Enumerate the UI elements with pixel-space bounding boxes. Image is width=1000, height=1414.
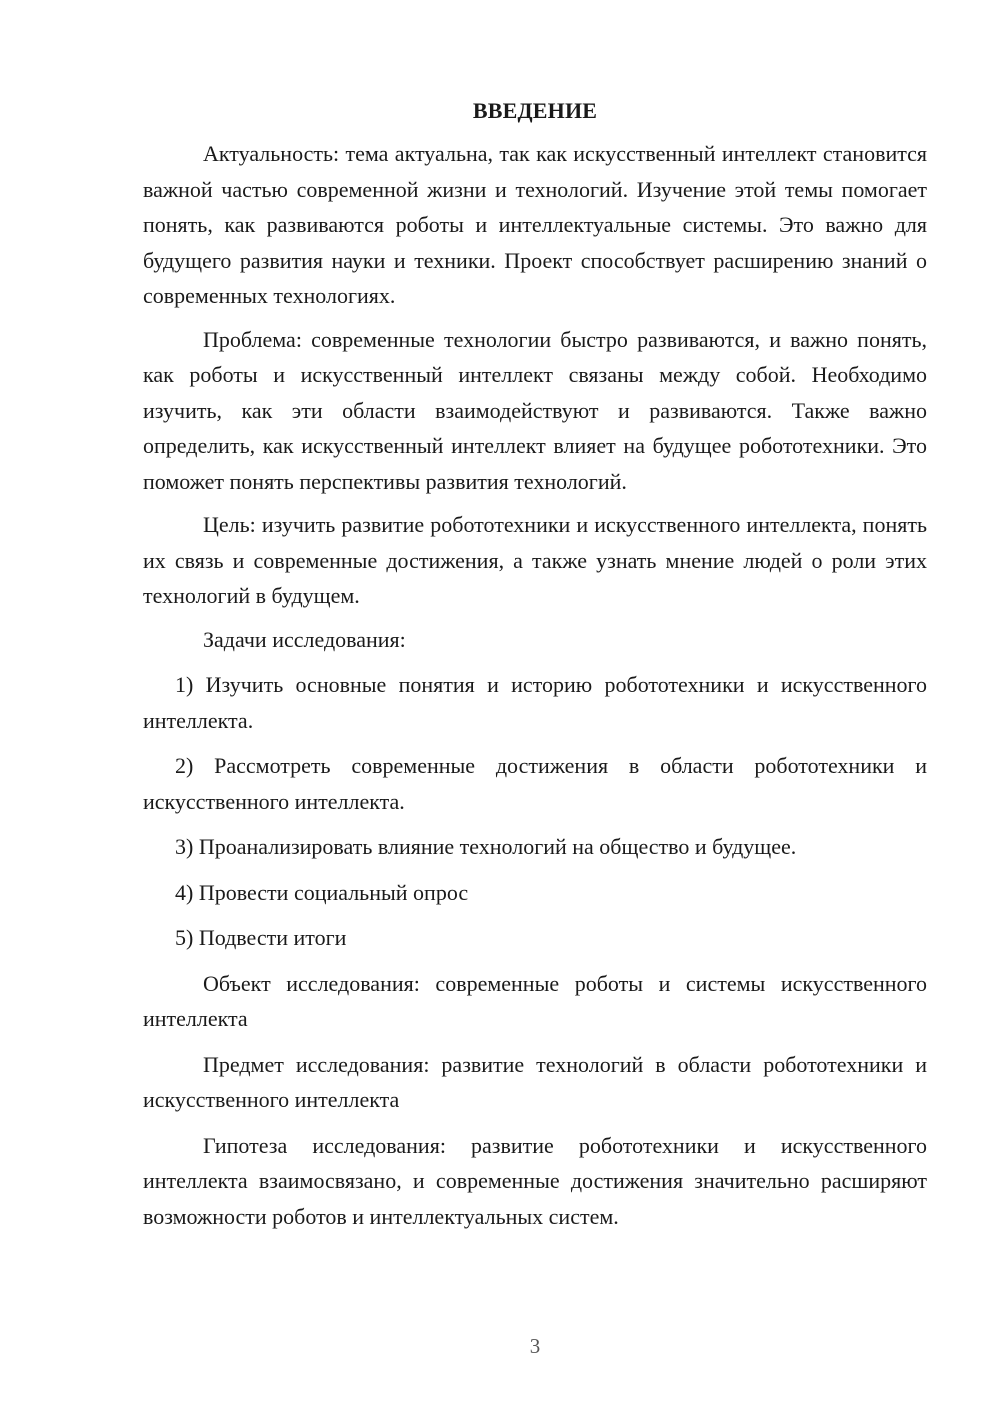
section-heading: ВВЕДЕНИЕ (472, 98, 598, 123)
subject-paragraph: Предмет исследования: развитие технологий в области робототехники и искусственного интеллекта (143, 1051, 927, 1112)
relevance-paragraph: Актуальность: тема актуальна, так как искусственный интеллект становится важной частью современной жизни и технологий. Изучение этой темы помогает понять, как развиваются роботы и интеллектуальные системы. Это важно для будущего развития науки и техники. Проект способствует расширению знаний о современных технологиях. (143, 141, 927, 308)
task-item-5: 5) Подвести итоги (175, 925, 347, 950)
problem-paragraph: Проблема: современные технологии быстро развиваются, и важно понять, как роботы и искусственный интеллект связаны между собой. Необходимо изучить, как эти области взаимодействуют и развиваются. Также важно определить, как искусственный интеллект влияет на будущее робототехники. Это поможет понять перспективы развития технологий. (143, 326, 927, 494)
task-item-4: 4) Провести социальный опрос (175, 879, 469, 905)
tasks-heading: Задачи исследования: (203, 626, 406, 652)
task-item-2: 2) Рассмотреть современные достижения в области робототехники и искусственного интеллекта. (143, 753, 927, 814)
object-paragraph: Объект исследования: современные роботы и системы искусственного интеллекта (143, 970, 927, 1031)
hypothesis-paragraph: Гипотеза исследования: развитие робототехники и искусственного интеллекта взаимосвязано, и современные достижения значительно расширяют возможности роботов и интеллектуальных систем. (143, 1132, 927, 1229)
page-content (143, 96, 927, 1234)
task-item-1: 1) Изучить основные понятия и историю робототехники и искусственного интеллекта. (143, 672, 927, 733)
page-number: 3 (529, 1334, 541, 1358)
goal-paragraph: Цель: изучить развитие робототехники и искусственного интеллекта, понять их связь и современные достижения, а также узнать мнение людей о роли этих технологий в будущем. (143, 512, 927, 608)
task-item-3: 3) Проанализировать влияние технологий на общество и будущее. (175, 834, 797, 859)
